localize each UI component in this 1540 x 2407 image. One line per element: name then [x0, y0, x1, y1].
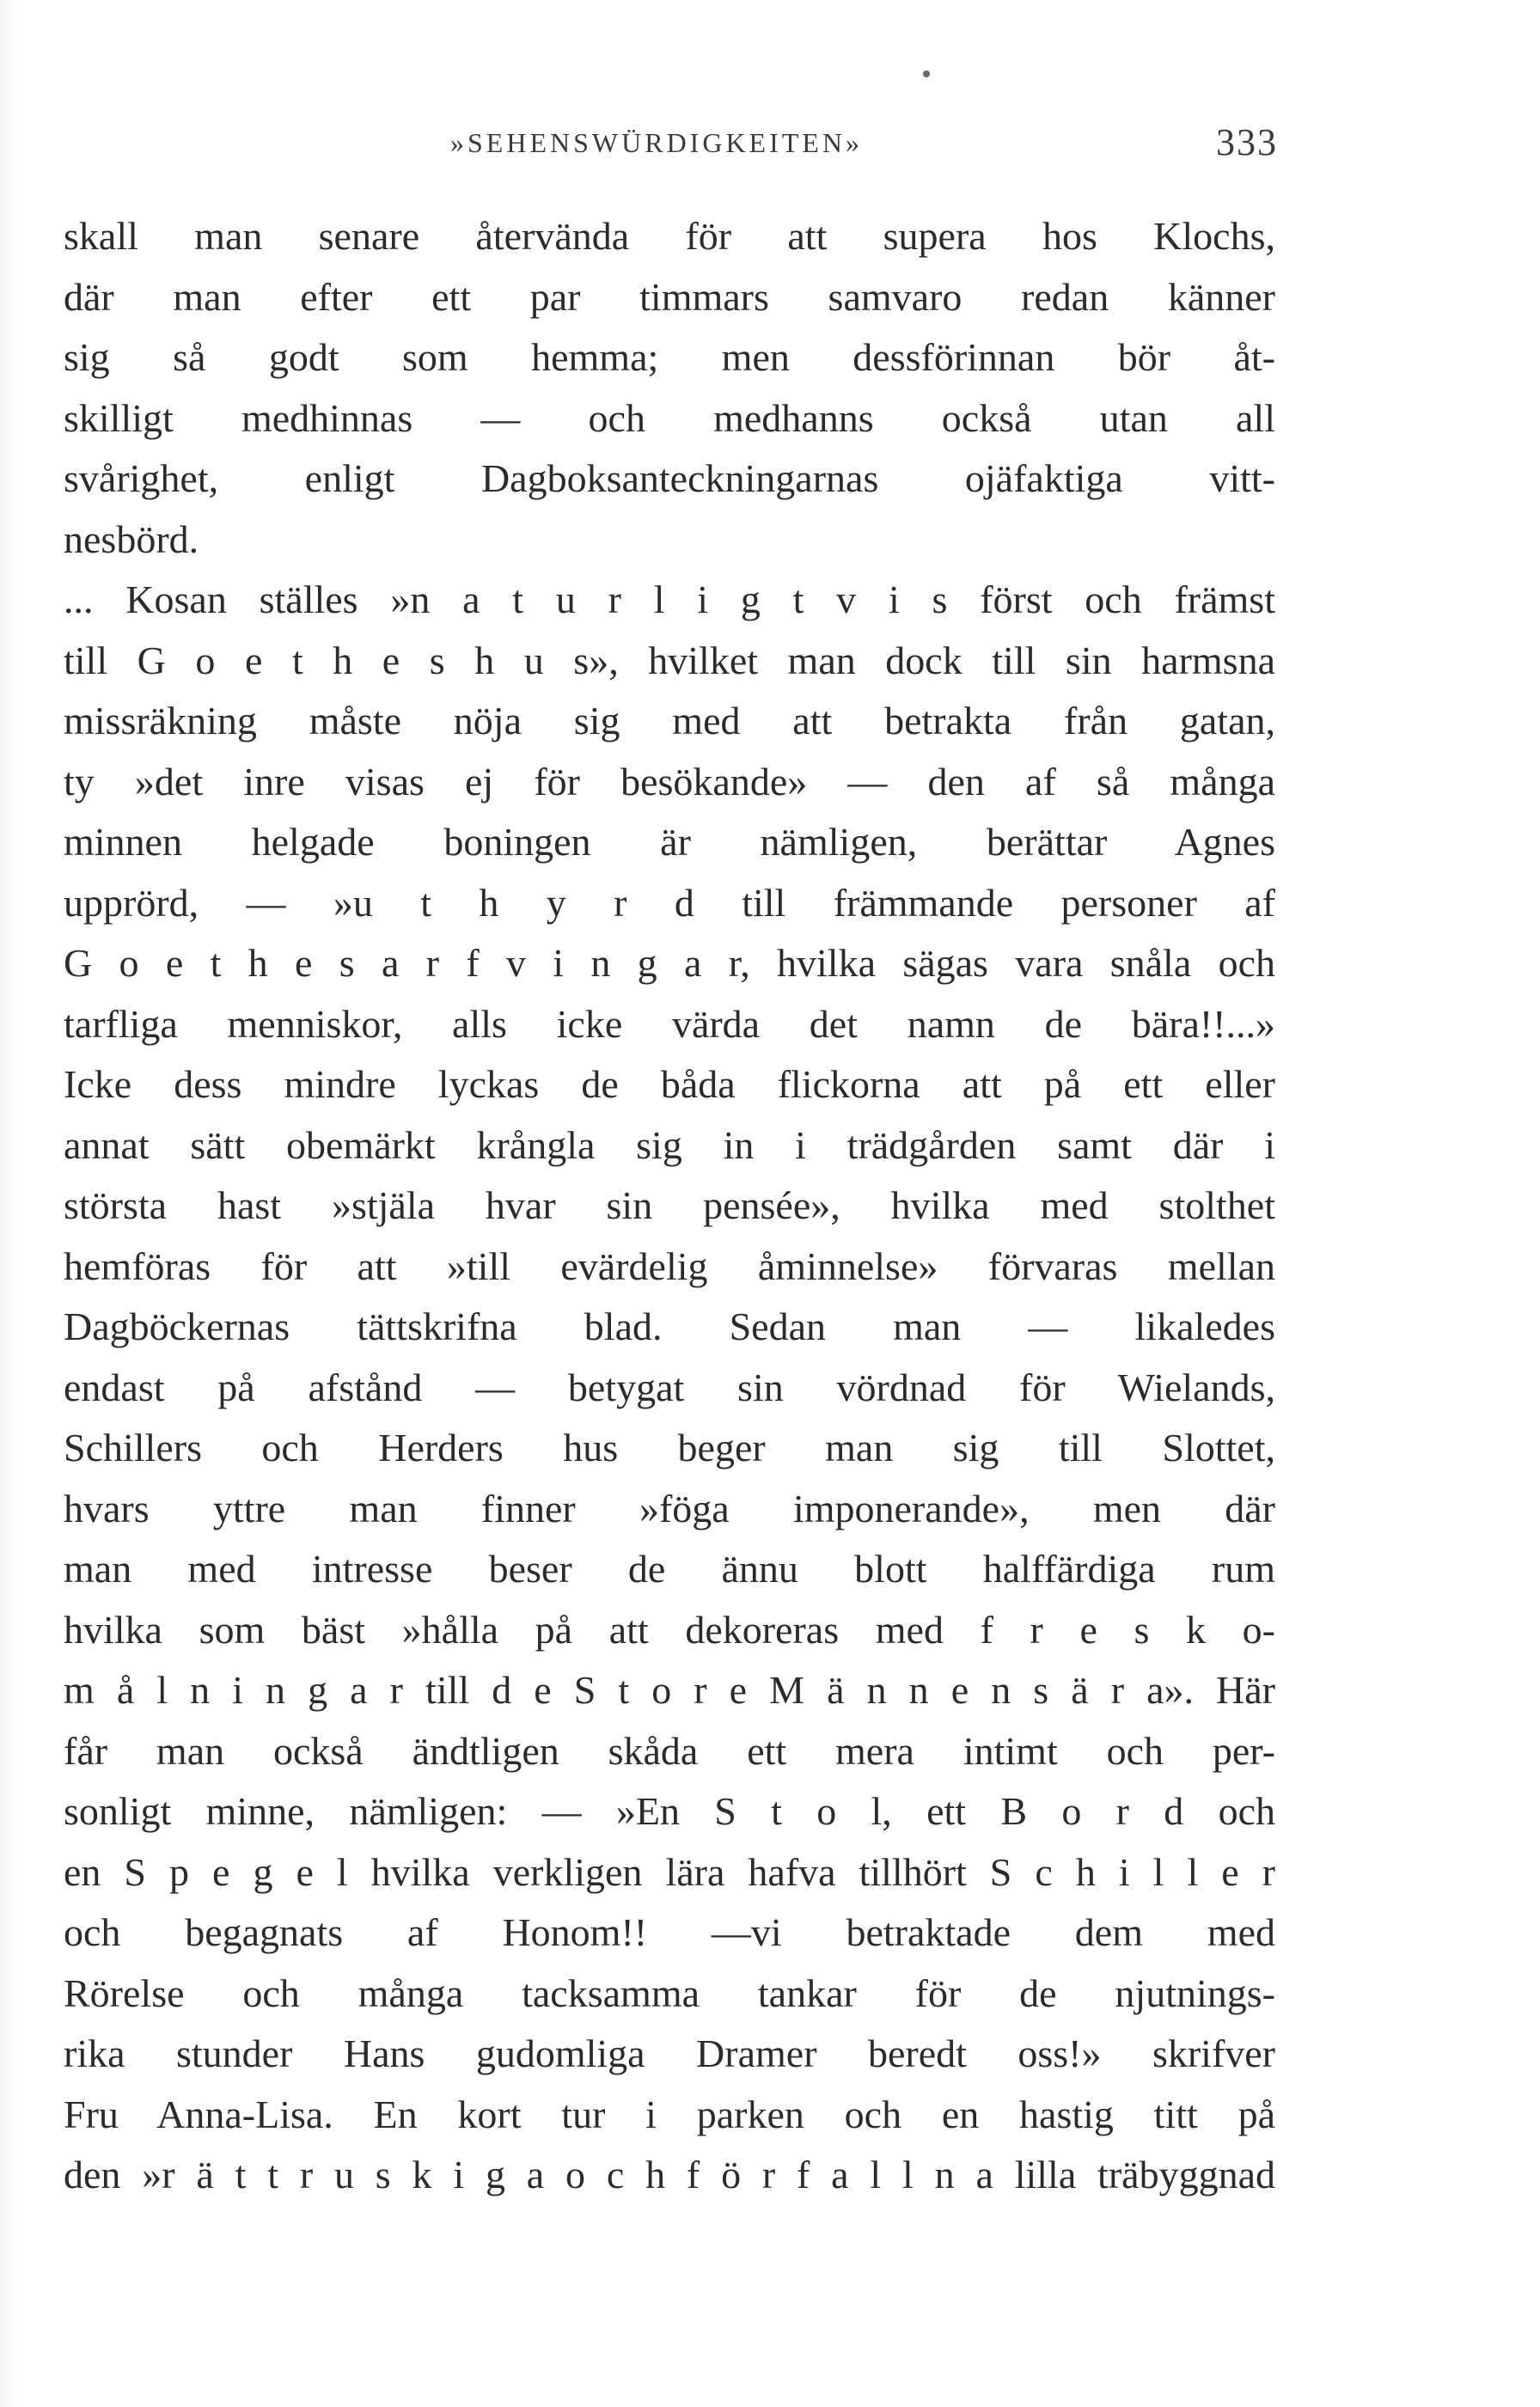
text-line: hvilka som bäst »hålla på att dekoreras med f r e s k o-: [64, 1607, 1275, 1652]
text-line: nesbörd.: [64, 516, 199, 561]
text-line: får man också ändtligen skåda ett mera intimt och per-: [64, 1728, 1275, 1773]
text-line: G o e t h e s a r f v i n g a r, hvilka sägas vara snåla och: [64, 941, 1275, 985]
text-line: annat sätt obemärkt krångla sig in i trädgården samt där i: [64, 1122, 1275, 1167]
text-line: tarfliga menniskor, alls icke värda det namn de bära!!...»: [64, 1001, 1275, 1046]
text-line: minnen helgade boningen är nämligen, berättar Agnes: [64, 820, 1275, 864]
text-line: rika stunder Hans gudomliga Dramer beredt oss!» skrifver: [64, 2031, 1275, 2075]
text-line: hvars yttre man finner »föga imponerande», men där: [64, 1486, 1275, 1530]
text-line: hemföras för att »till evärdelig åminnelse» förvaras mellan: [64, 1243, 1275, 1288]
text-line: till G o e t h e s h u s», hvilket man dock till sin harmsna: [64, 638, 1275, 682]
text-line: svårighet, enligt Dagboksanteckningarnas ojäfaktiga vitt-: [64, 456, 1275, 500]
running-title: »SEHENSWÜRDIGKEITEN»: [450, 127, 863, 158]
text-line: m å l n i n g a r till d e S t o r e M ä n n e n s ä r a». Här: [64, 1668, 1275, 1712]
text-line: endast på afstånd — betygat sin vördnad för Wielands,: [64, 1365, 1275, 1409]
text-line: Rörelse och många tacksamma tankar för de njutnings-: [64, 1970, 1275, 2015]
text-line: Dagböckernas tättskrifna blad. Sedan man — likaledes: [64, 1304, 1275, 1348]
text-line: skilligt medhinnas — och medhanns också utan all: [64, 395, 1275, 440]
text-line: missräkning måste nöja sig med att betrakta från gatan,: [64, 699, 1275, 742]
text-line: man med intresse beser de ännu blott halffärdiga rum: [64, 1547, 1275, 1591]
text-line: Fru Anna-Lisa. En kort tur i parken och en hastig titt på: [64, 2092, 1275, 2136]
text-line: sig så godt som hemma; men dessförinnan bör åt-: [64, 335, 1275, 379]
page-number: 333: [1216, 121, 1278, 163]
print-dot: [923, 70, 930, 77]
text-line: Schillers och Herders hus beger man sig till Slottet,: [64, 1426, 1275, 1469]
page-binding-edge: [0, 0, 19, 2407]
text-line: upprörd, — »u t h y r d till främmande personer af: [64, 880, 1275, 925]
text-line: största hast »stjäla hvar sin pensée», hvilka med stolthet: [64, 1183, 1275, 1227]
text-line: Icke dess mindre lyckas de båda flickorna att på ett eller: [64, 1062, 1275, 1106]
text-line: en S p e g e l hvilka verkligen lära hafva tillhört S c h i l l e r: [64, 1849, 1275, 1894]
running-head: [0, 120, 1540, 172]
body-text: [64, 206, 1275, 2206]
text-line: ... Kosan ställes »n a t u r l i g t v i s först och främst: [64, 577, 1275, 621]
text-line: och begagnats af Honom!! —vi betraktade dem med: [64, 1910, 1275, 1954]
text-line: sonligt minne, nämligen: — »En S t o l, ett B o r d och: [64, 1789, 1275, 1833]
text-line: där man efter ett par timmars samvaro redan känner: [64, 274, 1275, 319]
text-line: den »r ä t t r u s k i g a o c h f ö r f a l l n a lilla träbyggnad: [64, 2153, 1275, 2196]
text-line: ty »det inre visas ej för besökande» — den af så många: [64, 759, 1275, 803]
text-line: skall man senare återvända för att supera hos Klochs,: [64, 214, 1275, 258]
